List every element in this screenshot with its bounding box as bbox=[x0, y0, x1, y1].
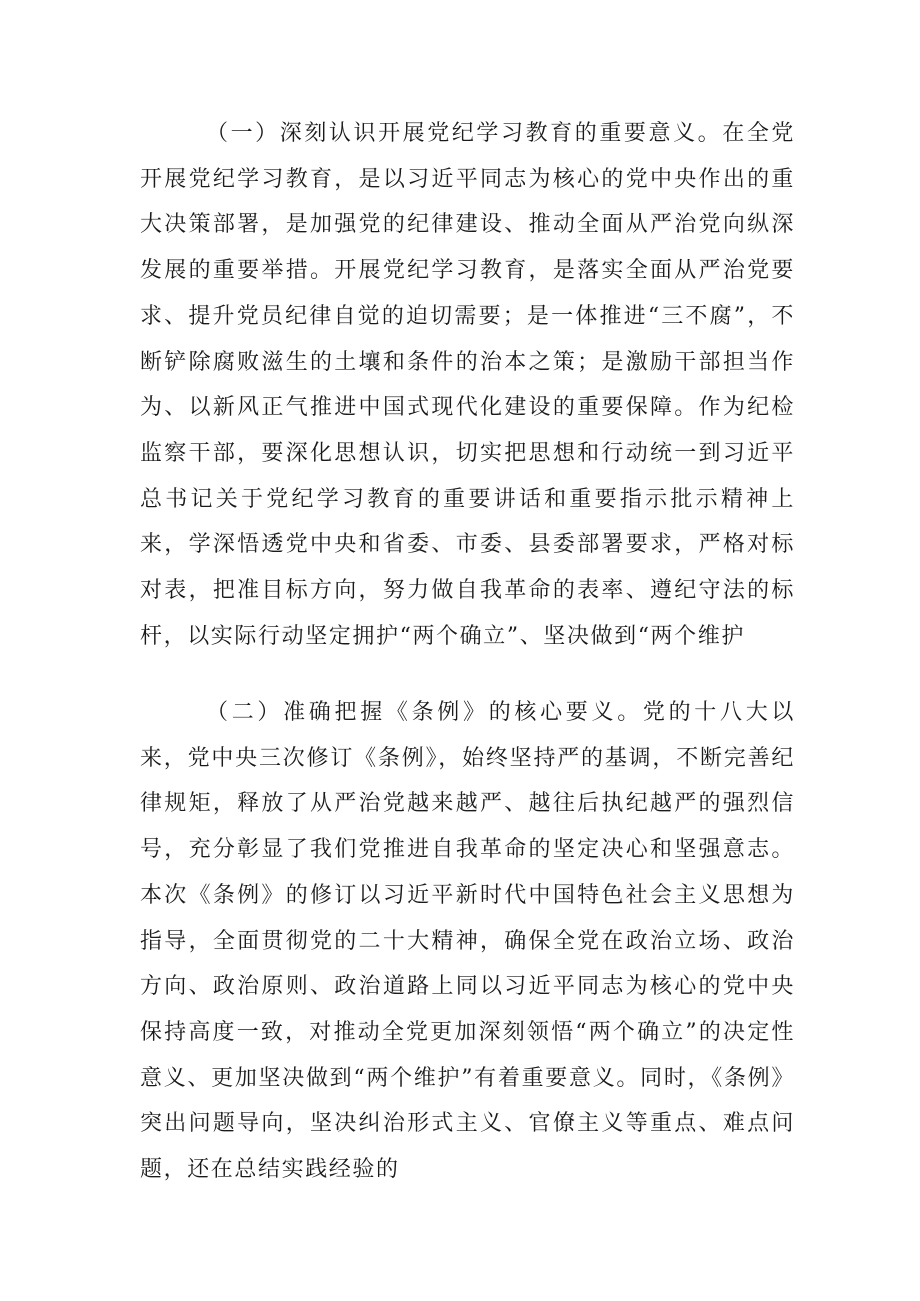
paragraph-significance: （一）深刻认识开展党纪学习教育的重要意义。在全党开展党纪学习教育，是以习近平同志为核心的党中央作出的重大决策部署，是加强党的纪律建设、推动全面从严治党向纵深发展的重要举措。开展党纪学习教育，是落实全面从严治党要求、提升党员纪律自觉的迫切需要；是一体推进“三不腐”，不断铲除腐败滋生的土壤和条件的治本之策；是激励干部担当作为、以新风正气推进中国式现代化建设的重要保障。作为纪检监察干部，要深化思想认识，切实把思想和行动统一到习近平总书记关于党纪学习教育的重要讲话和重要指示批示精神上来，学深悟透党中央和省委、市委、县委部署要求，严格对标对表，把准目标方向，努力做自我革命的表率、遵纪守法的标杆，以实际行动坚定拥护“两个确立”、坚决做到“两个维护 bbox=[140, 121, 795, 649]
paragraph-core-essentials: （二）准确把握《条例》的核心要义。党的十八大以来，党中央三次修订《条例》，始终坚持严的基调，不断完善纪律规矩，释放了从严治党越来越严、越往后执纪越严的强烈信号，充分彰显了我们党推进自我革命的坚定决心和坚强意志。本次《条例》的修订以习近平新时代中国特色社会主义思想为指导，全面贯彻党的二十大精神，确保全党在政治立场、政治方向、政治原则、政治道路上同以习近平同志为核心的党中央保持高度一致，对推动全党更加深刻领悟“两个确立”的决定性意义、更加坚决做到“两个维护”有着重要意义。同时，《条例》突出问题导向，坚决纠治形式主义、官僚主义等重点、难点问题，还在总结实践经验的 bbox=[140, 700, 795, 1183]
